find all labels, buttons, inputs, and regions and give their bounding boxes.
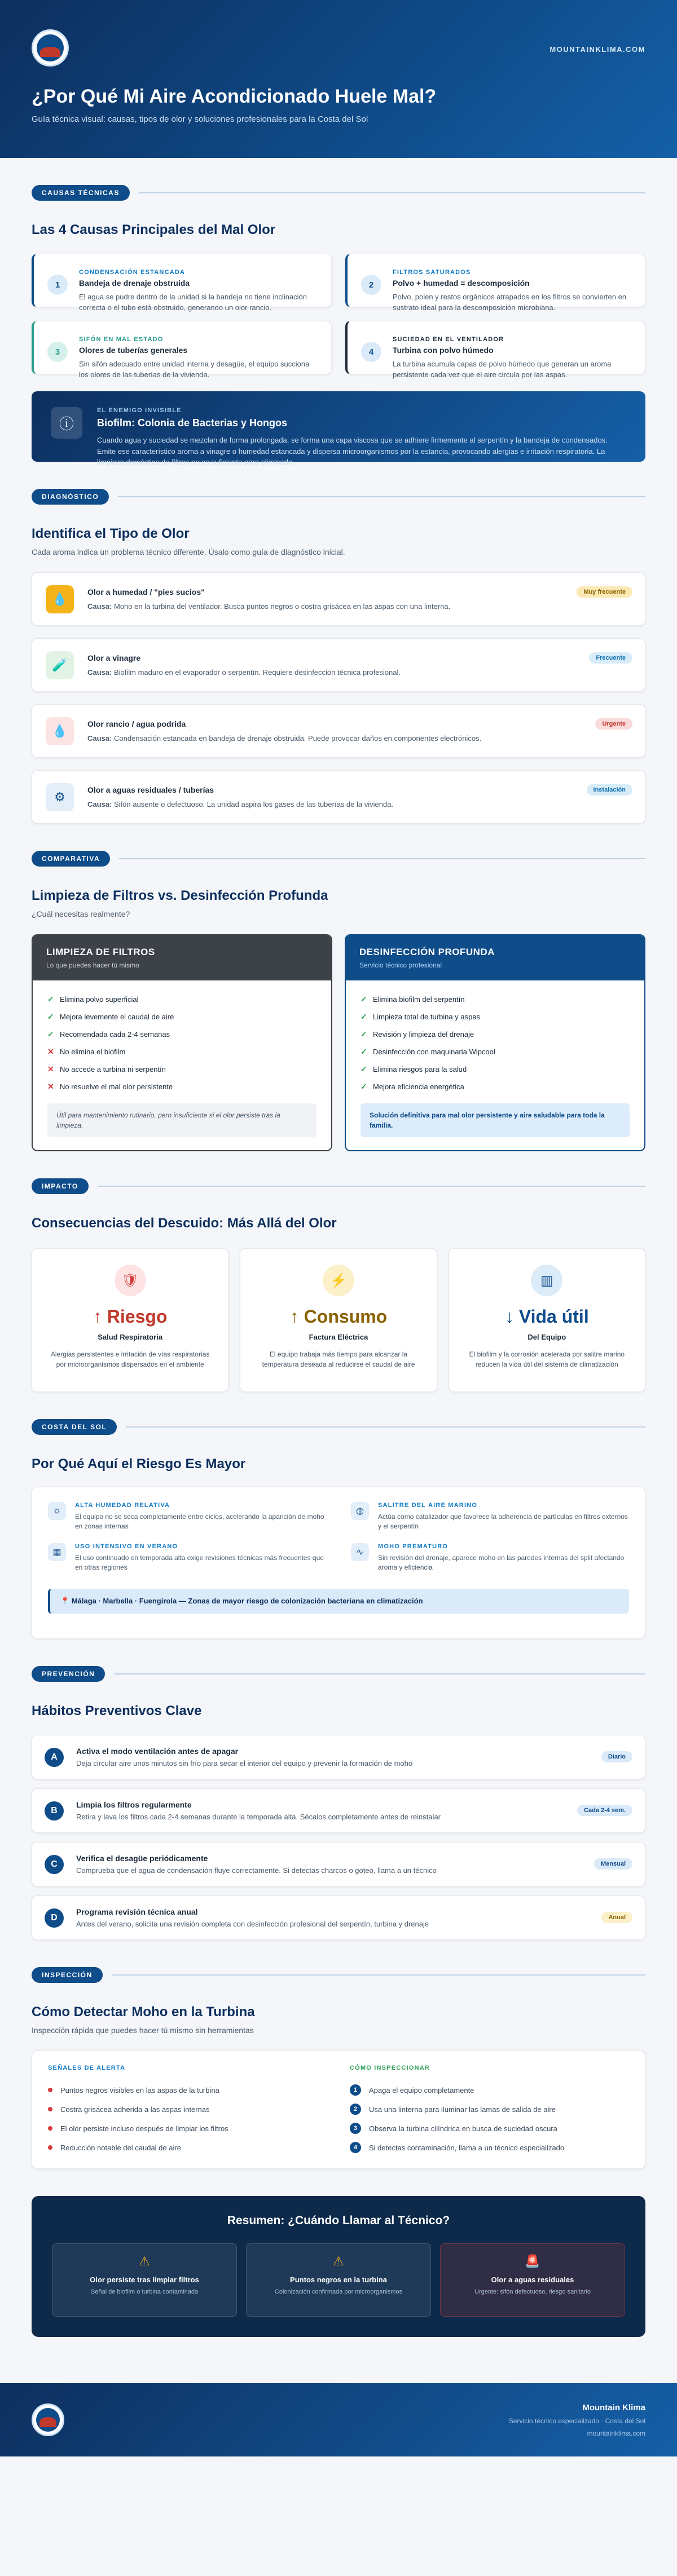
summary-card: ⚠ Puntos negros en la turbina Colonización confirmada por microorganismos (246, 2243, 431, 2317)
step-item: 2 Usa una linterna para iluminar las lamas de salida de aire (350, 2100, 629, 2119)
pulse-icon: ∿ (351, 1543, 369, 1561)
biofilm-callout (32, 391, 645, 466)
step-item: 4 Si detectas contaminación, llama a un técnico especializado (350, 2138, 629, 2157)
cause-card (345, 254, 645, 312)
section-tag-inspection (32, 1967, 645, 1983)
cause-label: SUCIEDAD EN EL VENTILADOR (393, 336, 504, 343)
how-label: CÓMO INSPECCIONAR (350, 2065, 430, 2071)
section-tag-diagnosis (32, 489, 645, 505)
habit-card: D Programa revisión técnica anual Antes del verano, solicita una revisión completa con desinfección profesional del serpentín, turbina y drenaje Anual (32, 1895, 645, 1940)
check-icon: ✓ (361, 1047, 367, 1056)
list-item: ✕ No accede a turbina ni serpentín (47, 1064, 166, 1073)
odor-cause: Causa: Condensación estancada en bandeja de drenaje obstruida. Puede provocar daños en componentes electrónicos. (87, 734, 482, 743)
cause-card (345, 321, 645, 379)
check-icon: ✓ (361, 1012, 367, 1021)
odor-card (32, 638, 645, 692)
section-tag-impact (32, 1178, 645, 1194)
section-tag-coast (32, 1419, 645, 1435)
hero-header (0, 0, 677, 158)
section-pill: PREVENCIÓN (32, 1666, 105, 1682)
cause-text: El agua se pudre dentro de la unidad si la bandeja no tiene inclinación correcta o el tubo está obstruido, generando un olor rancio. (79, 293, 307, 312)
bottle-icon: 🧪 (46, 651, 74, 679)
list-item: ✓ Elimina riesgos para la salud (361, 1064, 467, 1073)
check-icon: ✓ (361, 1064, 367, 1073)
section-title: Hábitos Preventivos Clave (32, 1703, 202, 1718)
footer-brand: Mountain Klima (582, 2402, 645, 2412)
water-drop-icon: 💧 (46, 585, 74, 613)
step-item: 3 Observa la turbina cilíndrica en busca de suciedad oscura (350, 2119, 629, 2138)
building-icon: ▥ (531, 1265, 562, 1296)
risk-item: ☼ ALTA HUMEDAD RELATIVA El equipo no se seca completamente entre ciclos, acelerando la aparición de moho en zonas internas (48, 1502, 326, 1532)
deep-clean-box (345, 934, 645, 1151)
impact-card (240, 1248, 437, 1392)
risk-item: ◍ SALITRE DEL AIRE MARINO Actúa como catalizador que favorece la adherencia de partículas en filtros externos y el serpentín (351, 1502, 629, 1532)
impact-title: Del Equipo (527, 1333, 566, 1341)
impact-text: El equipo trabaja más tiempo para alcanzar la temperatura deseada al reducirse el caudal de aire (262, 1350, 415, 1368)
frequency-badge: Instalación (587, 784, 632, 796)
section-title: Por Qué Aquí el Riesgo Es Mayor (32, 1456, 246, 1472)
cause-text: Sin sifón adecuado entre unidad interna y desagüe, el equipo succiona los olores de las tuberías de la vivienda. (79, 360, 310, 379)
cause-card (32, 254, 332, 312)
cause-number: 4 (361, 342, 381, 362)
impact-value: ↑ Consumo (289, 1306, 388, 1327)
divider (98, 1186, 645, 1187)
footer (0, 2383, 677, 2456)
page-subtitle: Guía técnica visual: causas, tipos de olor y soluciones profesionales para la Costa del Sol (32, 114, 368, 124)
check-icon: ✓ (361, 1082, 367, 1091)
cause-title: Olores de tuberías generales (79, 346, 188, 355)
sun-icon: ☼ (48, 1502, 66, 1520)
footer-logo[interactable] (32, 2403, 64, 2436)
frequency-badge: Cada 2-4 sem. (577, 1805, 632, 1816)
lightning-icon: ⚡ (323, 1265, 354, 1296)
section-tag-prevention (32, 1666, 645, 1682)
odor-cause: Causa: Biofilm maduro en el evaporador o serpentín. Requiere desinfección técnica profesional. (87, 668, 401, 677)
biofilm-label: EL ENEMIGO INVISIBLE (97, 407, 182, 414)
frequency-badge: Diario (601, 1751, 632, 1762)
cross-icon: ✕ (47, 1047, 54, 1056)
cause-number: 2 (361, 275, 381, 295)
section-tag-causes (32, 185, 645, 201)
list-item: ✓ Desinfección con maquinaria Wipcool (361, 1047, 495, 1056)
frequency-badge: Frecuente (589, 652, 632, 664)
section-title: Las 4 Causas Principales del Mal Olor (32, 222, 276, 237)
impact-title: Salud Respiratoria (98, 1333, 163, 1341)
impact-card (32, 1248, 228, 1392)
drop-icon: 💧 (46, 717, 74, 745)
filters-note: Útil para mantenimiento rutinario, pero insuficiente si el olor persiste tras la limpieza. (47, 1103, 316, 1137)
section-tag-compare (32, 851, 645, 867)
habit-card: A Activa el modo ventilación antes de apagar Deja circular aire unos minutos sin frío para secar el interior del equipo y prevenir la formación de moho Diario (32, 1735, 645, 1779)
list-item: ✓ Recomendada cada 2-4 semanas (47, 1029, 170, 1039)
inspection-box (32, 2051, 645, 2169)
odor-card (32, 704, 645, 758)
alerts-label: SEÑALES DE ALERTA (48, 2065, 126, 2071)
location-bar: 📍 Málaga · Marbella · Fuengirola — Zonas de mayor riesgo de colonización bacteriana en climatización (48, 1589, 629, 1614)
impact-grid (32, 1248, 645, 1392)
check-icon: ✓ (361, 995, 367, 1004)
deep-title: DESINFECCIÓN PROFUNDA (359, 947, 495, 957)
footer-tagline: Servicio técnico especializado · Costa del Sol (508, 2416, 645, 2425)
alert-item: El olor persiste incluso después de limpiar los filtros (48, 2119, 327, 2138)
odor-title: Olor rancio / agua podrida (87, 719, 186, 728)
divider (139, 192, 645, 193)
risk-item: ▦ USO INTENSIVO EN VERANO El uso continuado en temporada alta exige revisiones técnicas más frecuentes que en otras regiones (48, 1543, 326, 1573)
summary-box (32, 2196, 645, 2337)
list-item: ✓ Elimina biofilm del serpentín (361, 995, 465, 1004)
cause-text: Polvo, polen y restos orgánicos atrapados en los filtros se convierten en sustrato ideal para la descomposición microbiana. (393, 293, 627, 312)
impact-value: ↑ Riesgo (93, 1306, 168, 1327)
filters-title: LIMPIEZA DE FILTROS (46, 947, 155, 957)
section-pill: COMPARATIVA (32, 851, 110, 867)
mountain-logo-icon (36, 2408, 60, 2432)
impact-title: Factura Eléctrica (309, 1333, 368, 1341)
habit-card: B Limpia los filtros regularmente Retira y lava los filtros cada 2-4 semanas durante la temporada alta. Sécalos completamente antes de reinstalar Cada 2-4 sem. (32, 1788, 645, 1833)
biofilm-title: Biofilm: Colonia de Bacterias y Hongos (97, 417, 288, 428)
check-icon: ✓ (361, 1029, 367, 1039)
odor-cause: Causa: Moho en la turbina del ventilador. Busca puntos negros o costra grisácea en las aspas con una linterna. (87, 602, 451, 611)
divider (112, 1974, 645, 1976)
cause-label: CONDENSACIÓN ESTANCADA (79, 269, 186, 276)
list-item: ✓ Elimina polvo superficial (47, 995, 139, 1004)
biofilm-text: Cuando agua y suciedad se mezclan de forma prolongada, se forma una capa viscosa que se adhiere firmemente al serpentín y la bandeja de condensados. Emite ese característico aroma a vinagre o humedad estancada y dispersa microorganismos por la estancia, provocando alergias e irritación respiratoria. La limpieza doméstica de filtros no es suficiente para eliminarlo. (97, 436, 608, 466)
alert-item: Puntos negros visibles en las aspas de la turbina (48, 2080, 327, 2100)
list-item: ✓ Limpieza total de turbina y aspas (361, 1012, 481, 1021)
cause-label: SIFÓN EN MAL ESTADO (79, 336, 164, 343)
impact-text: Alergias persistentes e irritación de vías respiratorias por microorganismos dispersados en el ambiente (50, 1350, 210, 1368)
list-item: ✕ No elimina el biofilm (47, 1047, 126, 1056)
section-pill: IMPACTO (32, 1178, 89, 1194)
brand-logo[interactable] (32, 29, 69, 67)
odor-card (32, 572, 645, 626)
impact-card (449, 1248, 645, 1392)
brand-url[interactable]: MOUNTAINKLIMA.COM (549, 45, 645, 54)
cause-card (32, 321, 332, 379)
check-icon: ✓ (47, 995, 54, 1004)
section-subtitle: Inspección rápida que puedes hacer tú mismo sin herramientas (32, 2026, 254, 2035)
risk-item: ∿ MOHO PREMATURO Sin revisión del drenaje, aparece moho en las paredes internas del split afectando aroma y eficiencia (351, 1543, 629, 1573)
pipe-icon: ⚙ (46, 783, 74, 811)
footer-url[interactable]: mountainklima.com (587, 2429, 645, 2437)
summary-title: Resumen: ¿Cuándo Llamar al Técnico? (227, 2214, 450, 2227)
frequency-badge: Mensual (594, 1858, 632, 1870)
calendar-icon: ▦ (48, 1543, 66, 1561)
divider (118, 496, 645, 497)
warning-icon: ⚠ (139, 2254, 150, 2268)
cause-text: La turbina acumula capas de polvo húmedo que generan un aroma persistente cada vez que el aire circula por las aspas. (393, 360, 612, 379)
cause-title: Polvo + humedad = descomposición (393, 279, 530, 288)
odor-title: Olor a aguas residuales / tuberías (87, 785, 214, 794)
section-pill: COSTA DEL SOL (32, 1419, 117, 1435)
frequency-badge: Muy frecuente (577, 586, 632, 598)
list-item: ✕ No resuelve el mal olor persistente (47, 1082, 173, 1091)
risk-box (32, 1487, 645, 1639)
section-pill: CAUSAS TÉCNICAS (32, 185, 130, 201)
section-subtitle: ¿Cuál necesitas realmente? (32, 909, 130, 918)
alert-circle-icon: ⓘ (51, 407, 82, 439)
section-pill: INSPECCIÓN (32, 1967, 103, 1983)
summary-card: ⚠ Olor persiste tras limpiar filtros Señal de biofilm o turbina contaminada (52, 2243, 237, 2317)
filters-box (32, 934, 332, 1151)
cause-title: Turbina con polvo húmedo (393, 346, 494, 355)
odor-title: Olor a humedad / "pies sucios" (87, 587, 205, 596)
cause-title: Bandeja de drenaje obstruida (79, 279, 190, 288)
summary-card: 🚨 Olor a aguas residuales Urgente: sifón defectuoso, riesgo sanitario (440, 2243, 625, 2317)
divider (114, 1673, 645, 1674)
habit-card: C Verifica el desagüe periódicamente Comprueba que el agua de condensación fluye correctamente. Si detectas charcos o goteo, llama a un técnico Mensual (32, 1842, 645, 1886)
globe-icon: ◍ (351, 1502, 369, 1520)
odor-cause: Causa: Sifón ausente o defectuoso. La unidad aspira los gases de las tuberías de la vivienda. (87, 800, 394, 808)
section-title: Cómo Detectar Moho en la Turbina (32, 2004, 255, 2020)
deep-note: Solución definitiva para mal olor persistente y aire saludable para toda la familia. (361, 1103, 630, 1137)
deep-subtitle: Servicio técnico profesional (359, 961, 442, 969)
causes-grid (32, 254, 645, 379)
check-icon: ✓ (47, 1012, 54, 1021)
cause-number: 3 (47, 342, 68, 362)
filters-subtitle: Lo que puedes hacer tú mismo (46, 961, 139, 969)
section-title: Limpieza de Filtros vs. Desinfección Profunda (32, 888, 328, 903)
cross-icon: ✕ (47, 1082, 54, 1091)
section-pill: DIAGNÓSTICO (32, 489, 109, 505)
step-item: 1 Apaga el equipo completamente (350, 2080, 629, 2100)
alarm-icon: 🚨 (525, 2254, 540, 2268)
impact-value: ↓ Vida útil (504, 1306, 589, 1327)
cross-icon: ✕ (47, 1064, 54, 1073)
odor-list (32, 572, 645, 824)
list-item: ✓ Mejora levemente el caudal de aire (47, 1012, 174, 1021)
cause-label: FILTROS SATURADOS (393, 269, 471, 276)
odor-title: Olor a vinagre (87, 653, 141, 662)
list-item: ✓ Revisión y limpieza del drenaje (361, 1029, 474, 1039)
mountain-logo-icon (37, 34, 64, 61)
cause-number: 1 (47, 275, 68, 295)
alert-item: Reducción notable del caudal de aire (48, 2138, 327, 2157)
habits-list (32, 1735, 645, 1940)
map-pin-icon: 📍 (60, 1596, 70, 1605)
impact-text: El biofilm y la corrosión acelerada por salitre marino reducen la vida útil del sistema de climatización (469, 1350, 625, 1368)
divider (126, 1426, 645, 1428)
frequency-badge: Urgente (595, 718, 632, 730)
section-title: Consecuencias del Descuido: Más Allá del Olor (32, 1216, 337, 1231)
frequency-badge: Anual (601, 1912, 632, 1923)
list-item: ✓ Mejora eficiencia energética (361, 1082, 464, 1091)
shield-icon: 🛡 (115, 1265, 146, 1296)
divider (119, 858, 645, 859)
page-title: ¿Por Qué Mi Aire Acondicionado Huele Mal? (32, 86, 437, 107)
alert-item: Costra grisácea adherida a las aspas internas (48, 2100, 327, 2119)
section-title: Identifica el Tipo de Olor (32, 526, 190, 541)
comparison-grid (32, 934, 645, 1151)
check-icon: ✓ (47, 1029, 54, 1039)
section-subtitle: Cada aroma indica un problema técnico diferente. Úsalo como guía de diagnóstico inicial. (32, 547, 345, 556)
odor-card (32, 770, 645, 824)
warning-icon: ⚠ (333, 2254, 344, 2268)
